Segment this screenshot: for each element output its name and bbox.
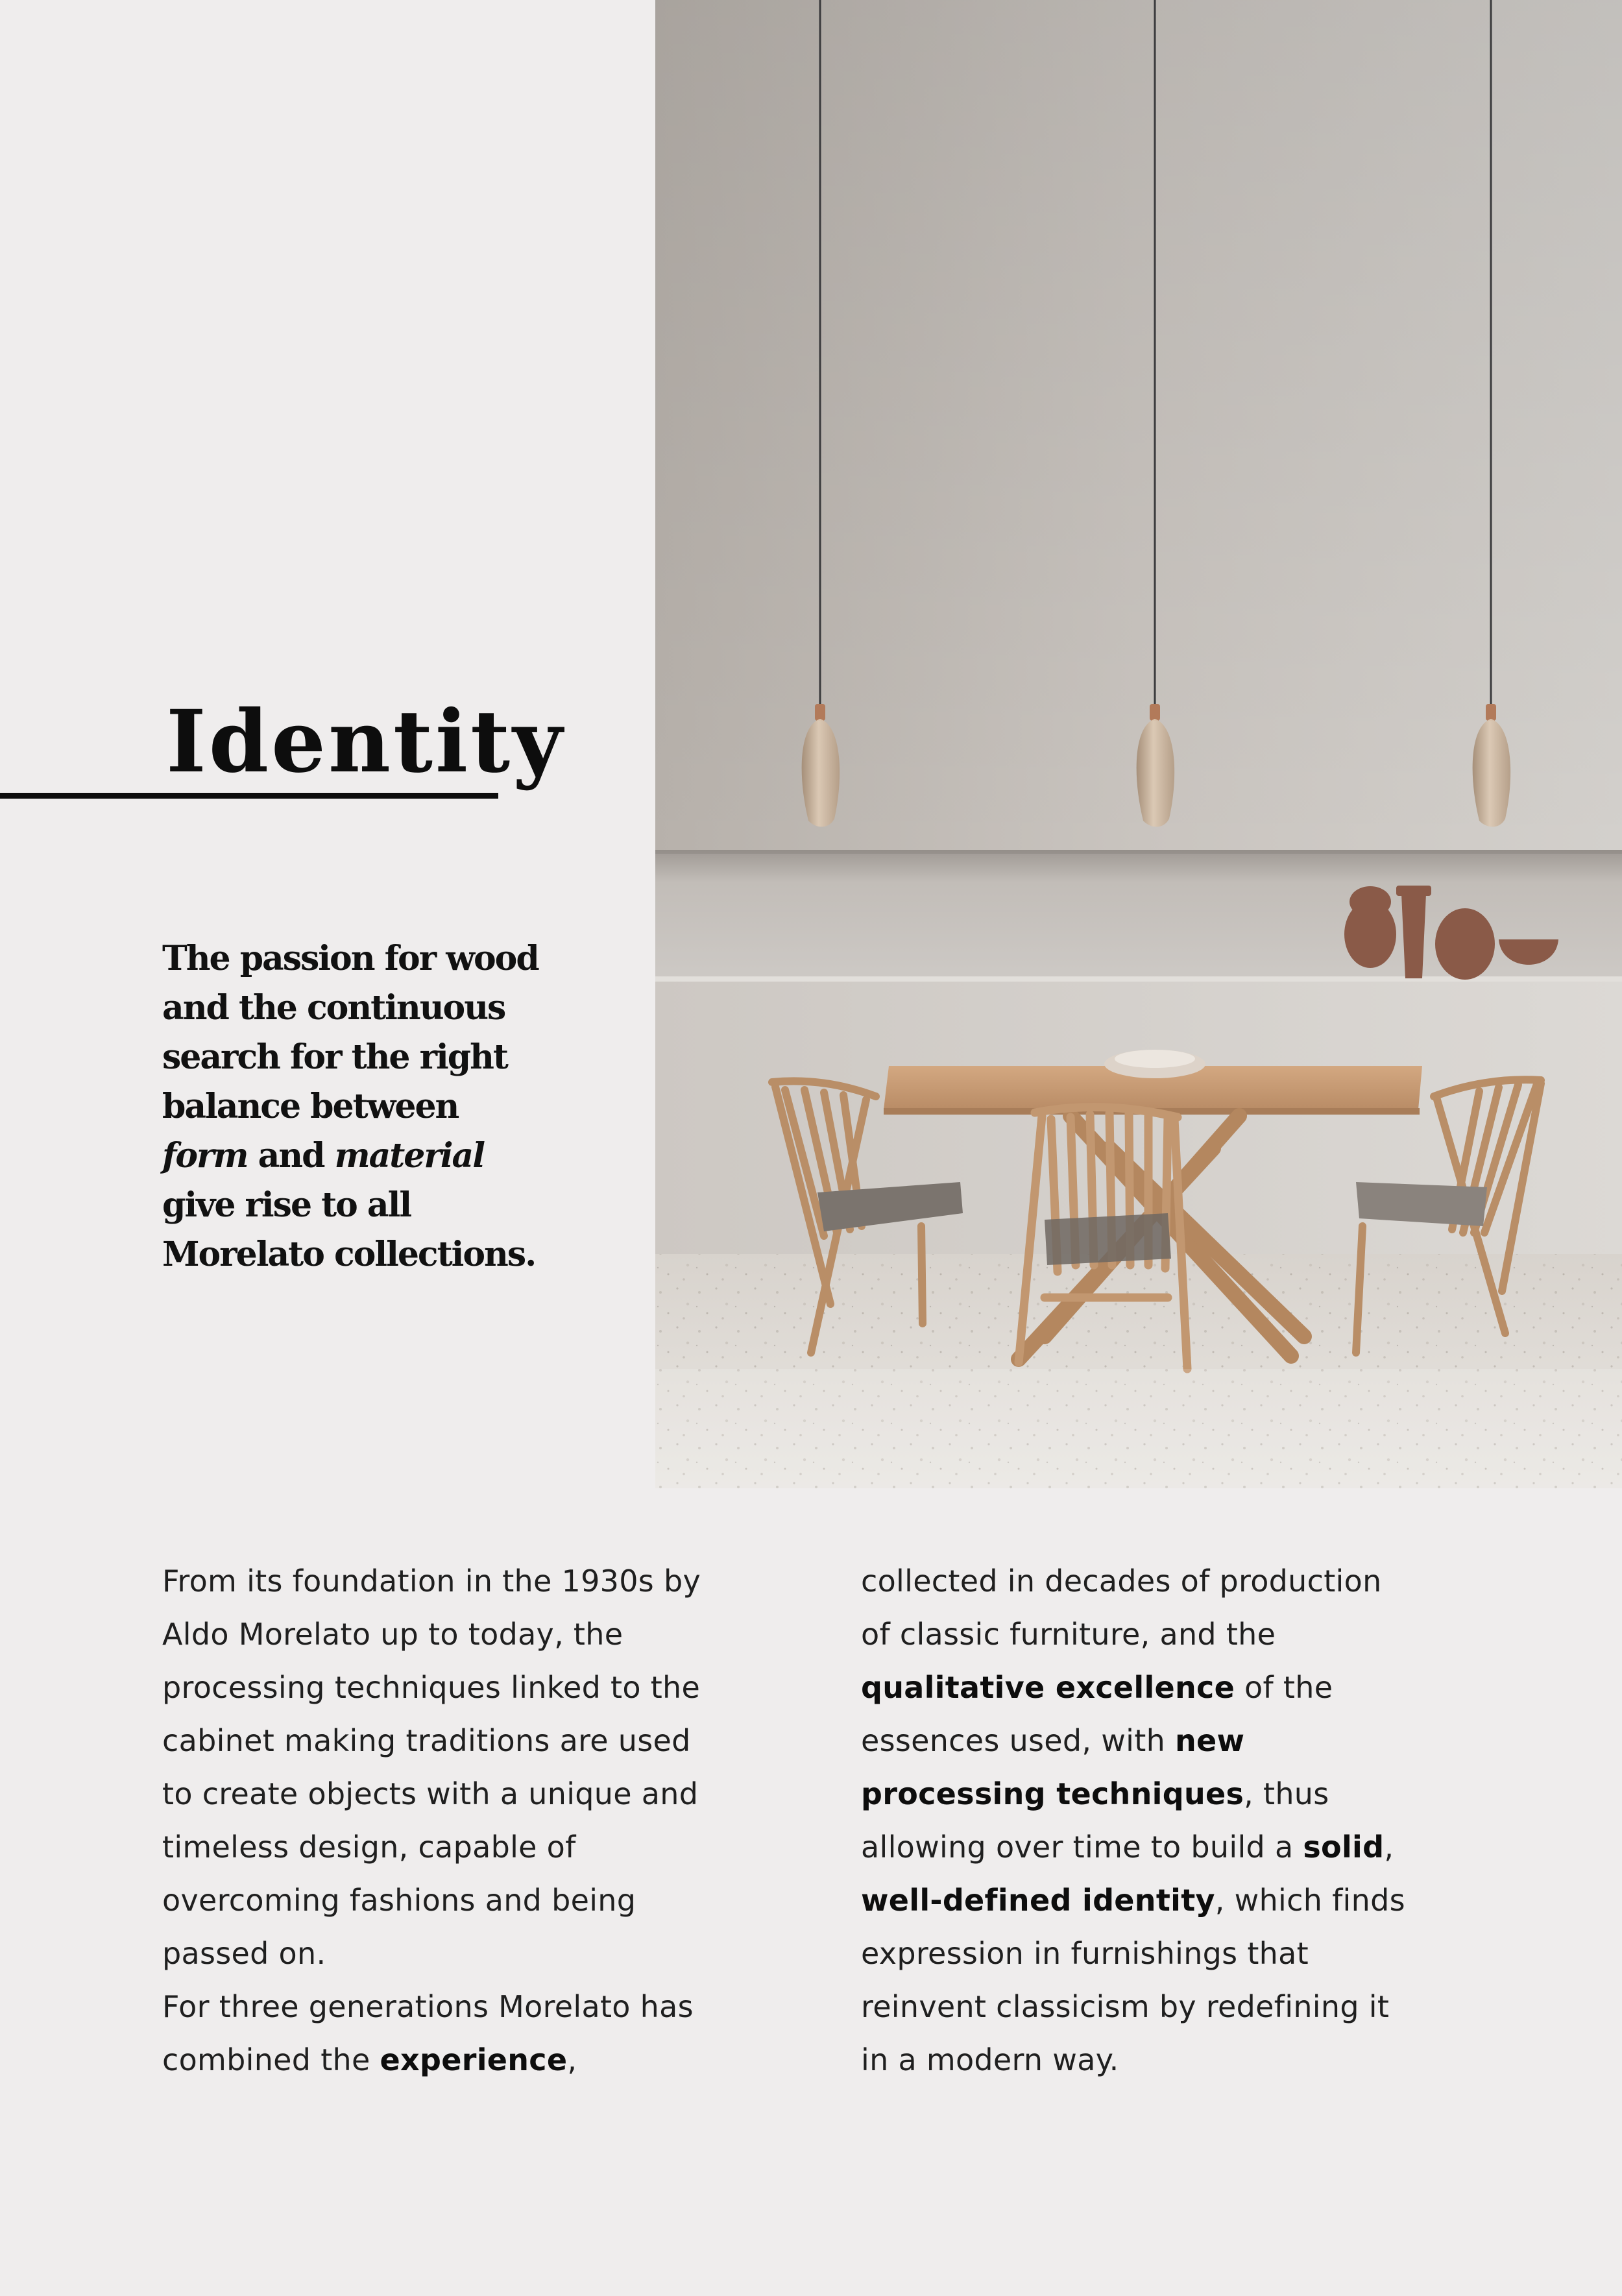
section-heading: [0, 688, 565, 804]
body-line: For three generations Morelato has: [162, 1989, 694, 2024]
body-line: allowing over time to build a solid,: [861, 1830, 1394, 1865]
title-underline: [0, 793, 498, 799]
tagline-line: Morelato collections.: [162, 1235, 536, 1274]
tagline-line: search for the right: [162, 1037, 507, 1077]
tagline-line: give rise to all: [162, 1185, 411, 1225]
emphasis-new: new: [1174, 1723, 1245, 1758]
body-line: combined the experience,: [162, 2042, 577, 2077]
tagline: [162, 934, 577, 1279]
body-line: overcoming fashions and being: [162, 1883, 636, 1918]
emphasis-well-defined-identity: well-defined identity: [861, 1883, 1215, 1918]
tagline-line: and the continuous: [162, 988, 505, 1028]
body-line: essences used, with new: [861, 1723, 1245, 1758]
body-line: timeless design, capable of: [162, 1830, 576, 1865]
body-line: qualitative excellence of the: [861, 1670, 1333, 1705]
page-title: Identity: [166, 692, 565, 792]
tagline-line: form and material: [162, 1136, 484, 1176]
body-line: in a modern way.: [861, 2042, 1119, 2077]
body-line: reinvent classicism by redefining it: [861, 1989, 1390, 2024]
body-line: processing techniques, thus: [861, 1776, 1329, 1811]
body-line: cabinet making traditions are used: [162, 1723, 691, 1758]
emphasis-processing-techniques: processing techniques: [861, 1776, 1244, 1811]
emphasis-experience: experience: [380, 2042, 568, 2077]
body-line: expression in furnishings that: [861, 1936, 1309, 1971]
body-text-right-column: [861, 1554, 1510, 2086]
body-line: passed on.: [162, 1936, 326, 1971]
body-line: well-defined identity, which finds: [861, 1883, 1405, 1918]
body-line: of classic furniture, and the: [861, 1617, 1276, 1652]
body-line: Aldo Morelato up to today, the: [162, 1617, 623, 1652]
body-text-left-column: [162, 1554, 779, 2086]
body-line: collected in decades of production: [861, 1564, 1382, 1599]
emphasis-qualitative-excellence: qualitative excellence: [861, 1670, 1235, 1705]
interior-photo: [655, 0, 1622, 1488]
body-line: From its foundation in the 1930s by: [162, 1564, 701, 1599]
body-line: processing techniques linked to the: [162, 1670, 701, 1705]
tagline-line: balance between: [162, 1087, 459, 1126]
tagline-line: The passion for wood: [162, 939, 539, 978]
emphasis-solid: solid: [1303, 1830, 1385, 1865]
tagline-emphasis-material: material: [334, 1136, 484, 1176]
tagline-emphasis-form: form: [162, 1136, 248, 1176]
body-line: to create objects with a unique and: [162, 1776, 699, 1811]
